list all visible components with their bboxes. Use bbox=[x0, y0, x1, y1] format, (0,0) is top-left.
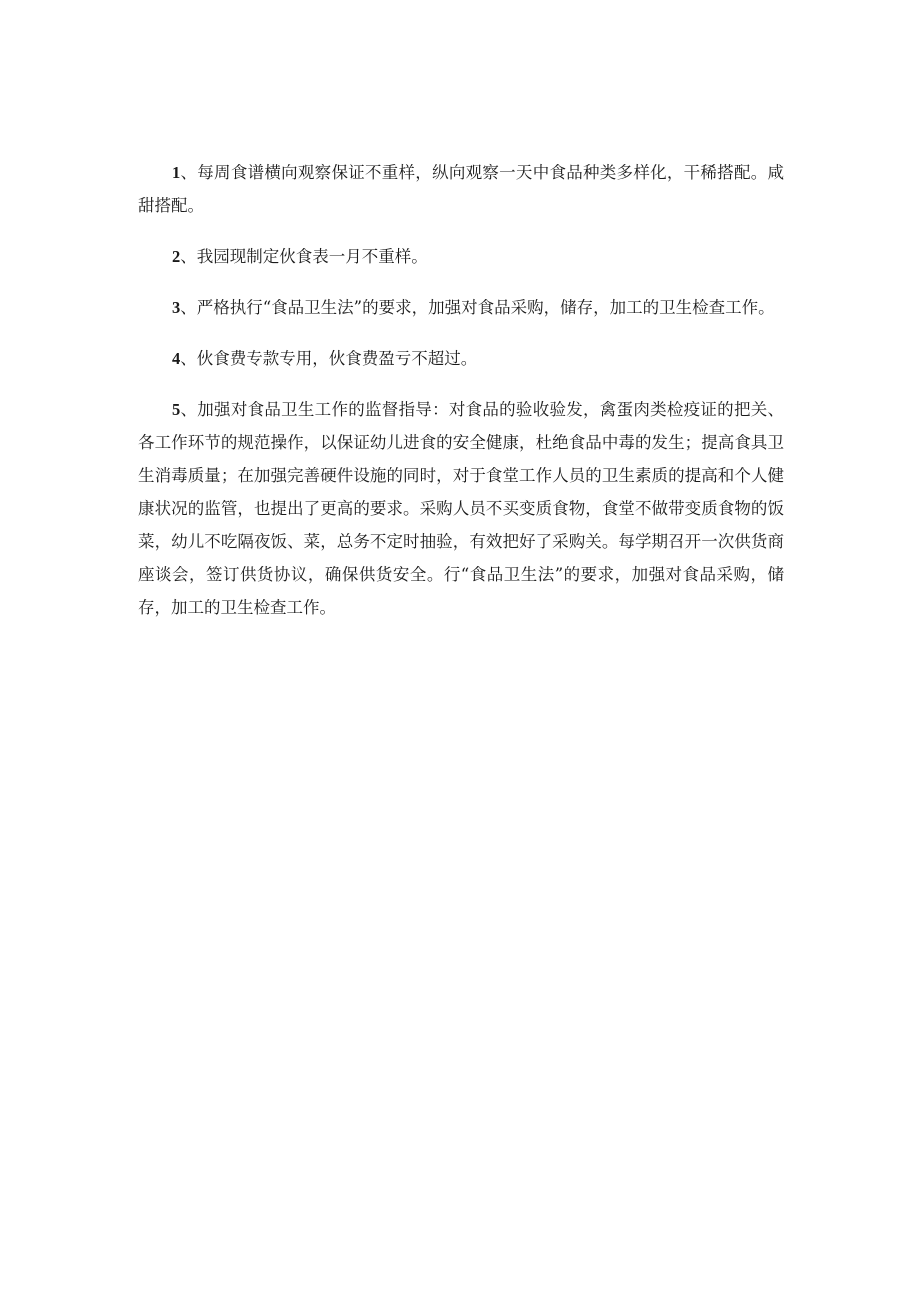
paragraph-number: 5 bbox=[172, 400, 181, 419]
paragraph-number: 2 bbox=[172, 247, 181, 266]
paragraph-text: 、加强对食品卫生工作的监督指导：对食品的验收验发，禽蛋肉类检疫证的把关、各工作环节的规范操作，以保证幼儿进食的安全健康，杜绝食品中毒的发生；提高食具卫生消毒质量；在加强完善硬件设施的同时，对于食堂工作人员的卫生素质的提高和个人健康状况的监管，也提出了更高的要求。采购人员不买变质食物，食堂不做带变质食物的饭菜，幼儿不吃隔夜饭、菜，总务不定时抽验，有效把好了采购关。每学期召开一次供货商座谈会，签订供货协议，确保供货安全。行“食品卫生法”的要求，加强对食品采购，储存，加工的卫生检查工作。 bbox=[138, 400, 784, 617]
paragraph-number: 1 bbox=[172, 163, 181, 182]
paragraph-text: 、每周食谱横向观察保证不重样，纵向观察一天中食品种类多样化，干稀搭配。咸甜搭配。 bbox=[138, 163, 784, 215]
paragraph-number: 4 bbox=[172, 349, 181, 368]
paragraph-2 bbox=[138, 240, 784, 273]
paragraph-text: 、严格执行“食品卫生法”的要求，加强对食品采购，储存，加工的卫生检查工作。 bbox=[180, 298, 775, 317]
paragraph-1 bbox=[138, 156, 784, 222]
paragraph-text: 、伙食费专款专用，伙食费盈亏不超过。 bbox=[180, 349, 478, 368]
paragraph-5 bbox=[138, 393, 784, 624]
paragraph-4 bbox=[138, 342, 784, 375]
document-body bbox=[138, 156, 784, 642]
paragraph-text: 、我园现制定伙食表一月不重样。 bbox=[180, 247, 428, 266]
paragraph-number: 3 bbox=[172, 298, 181, 317]
paragraph-3 bbox=[138, 291, 784, 324]
